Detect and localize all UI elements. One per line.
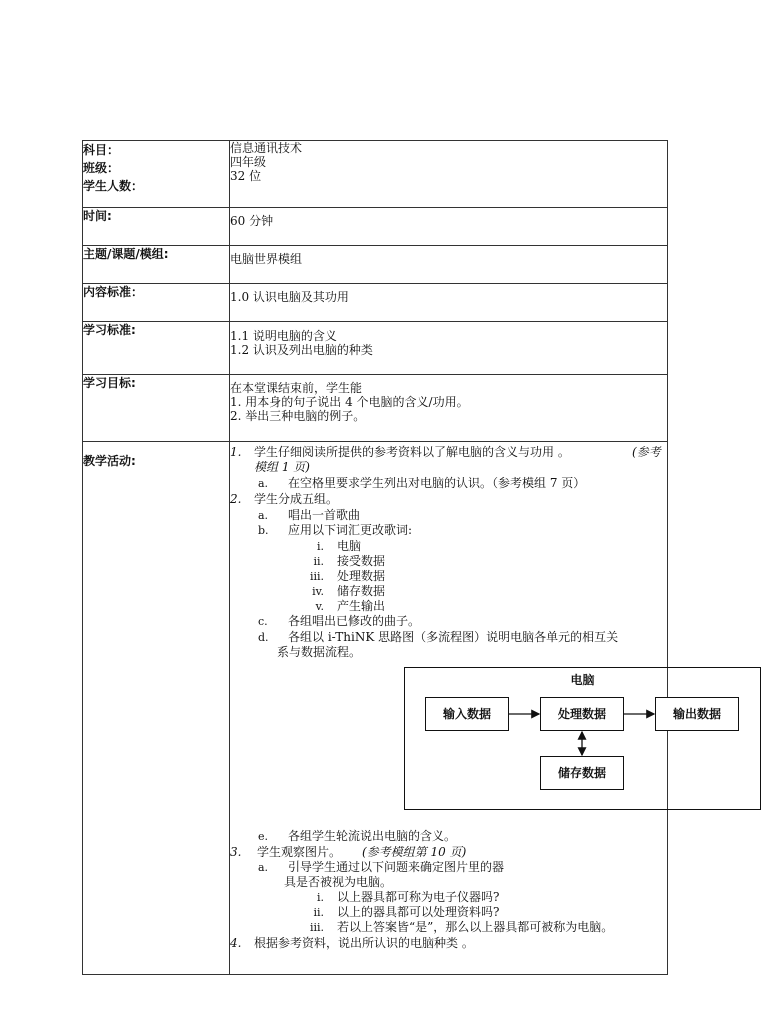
- lesson-plan-table: [82, 140, 721, 975]
- step-2b-text: 应用以下词汇更改歌词:: [288, 523, 413, 537]
- sub-mark: e.: [258, 830, 269, 843]
- objective-line: 在本堂课结束前，学生能: [230, 381, 363, 395]
- theme-label: 主题/课题/模组:: [83, 246, 230, 284]
- step-1-text: 学生仔细阅读所提供的参考资料以了解电脑的含义与功用 。: [254, 445, 570, 459]
- objective-line: 2. 举出三种电脑的例子。: [230, 409, 366, 423]
- activities-label: 教学活动:: [83, 442, 230, 975]
- roman-mark: iii.: [309, 570, 324, 583]
- question-mark: iii.: [309, 921, 324, 934]
- step-2a-text: 唱出一首歌曲: [288, 508, 361, 522]
- step-3a-text-cont: 具是否被视为电脑。: [284, 875, 393, 889]
- diagram-arrows: [405, 668, 760, 809]
- sub-mark: a.: [258, 477, 269, 490]
- theme-row: [83, 246, 668, 284]
- vocab-item: 电脑: [337, 539, 362, 553]
- sub-mark: b.: [258, 524, 269, 537]
- step-1-ref-cont: 模组 1 页): [254, 460, 310, 474]
- question-item: 以上的器具都可以处理资料吗?: [337, 905, 500, 919]
- learning-standard-line: 1.1 说明电脑的含义: [230, 329, 337, 343]
- content-standard-row: [83, 284, 668, 322]
- sub-mark: a.: [258, 509, 269, 522]
- step-2d-text: 各组以 i-ThiNK 思路图（多流程图）说明电脑各单元的相互关: [288, 630, 619, 644]
- question-item: 以上器具都可称为电子仪器吗?: [337, 890, 500, 904]
- output-data-box: 输出数据: [655, 697, 739, 731]
- learning-objective-label: 学习目标:: [83, 375, 230, 442]
- learning-objective-row: [83, 375, 668, 442]
- learning-standard-value: [230, 322, 668, 375]
- step-number: 2.: [230, 492, 242, 506]
- step-1-ref: (参考: [632, 445, 661, 459]
- activities-cell: [230, 442, 721, 975]
- roman-mark: ii.: [313, 555, 324, 568]
- step-1a-text: 在空格里要求学生列出对电脑的认识。（参考模组 7 页）: [288, 476, 586, 490]
- step-2c-text: 各组唱出已修改的曲子。: [288, 614, 421, 628]
- content-standard-label: 内容标准：: [83, 284, 230, 322]
- subject-values: [230, 141, 668, 208]
- subject-label: 科目：: [83, 143, 120, 157]
- theme-value: 电脑世界模组: [230, 246, 668, 284]
- vocab-item: 处理数据: [337, 569, 386, 583]
- step-2e-text: 各组学生轮流说出电脑的含义。: [288, 829, 457, 843]
- flow-diagram: [404, 667, 761, 810]
- step-3-ref: (参考模组第 10 页): [362, 845, 467, 859]
- vocab-item: 产生输出: [337, 599, 386, 613]
- subject-labels: [83, 141, 230, 208]
- learning-standard-row: [83, 322, 668, 375]
- step-number: 1.: [230, 445, 242, 459]
- sub-mark: c.: [258, 615, 268, 628]
- learning-standard-line: 1.2 认识及列出电脑的种类: [230, 343, 373, 357]
- storage-data-box: 储存数据: [540, 756, 624, 790]
- sub-mark: d.: [258, 631, 269, 644]
- learning-standard-label: 学习标准:: [83, 322, 230, 375]
- time-value: 60 分钟: [230, 208, 668, 246]
- input-data-box: 输入数据: [425, 697, 509, 731]
- vocab-item: 接受数据: [337, 554, 386, 568]
- roman-mark: v.: [315, 600, 324, 613]
- roman-mark: i.: [316, 540, 324, 553]
- subject-value: 信息通讯技术: [230, 141, 303, 155]
- step-4-text: 根据参考资料，说出所认识的电脑种类 。: [254, 936, 474, 950]
- subject-row: [83, 141, 668, 208]
- question-item: 若以上答案皆“是”，那么以上器具都可被称为电脑。: [337, 920, 614, 934]
- step-3a-text: 引导学生通过以下问题来确定图片里的器: [288, 860, 505, 874]
- roman-mark: iv.: [312, 585, 324, 598]
- students-label: 学生人数：: [83, 179, 144, 193]
- learning-objective-value: [230, 375, 668, 442]
- step-2d-text-cont: 系与数据流程。: [277, 645, 362, 659]
- time-label: 时间:: [83, 208, 230, 246]
- diagram-title: 电脑: [570, 673, 595, 687]
- time-row: [83, 208, 668, 246]
- content-standard-value: 1.0 认识电脑及其功用: [230, 284, 668, 322]
- step-number: 3.: [230, 845, 242, 859]
- sub-mark: a.: [258, 861, 269, 874]
- activities-row: [83, 442, 668, 975]
- class-label: 班级：: [83, 161, 120, 175]
- class-value: 四年级: [230, 155, 267, 169]
- students-value: 32 位: [230, 169, 262, 183]
- question-mark: i.: [316, 891, 324, 904]
- objective-line: 1. 用本身的句子说出 4 个电脑的含义/功用。: [230, 395, 469, 409]
- vocab-item: 储存数据: [337, 584, 386, 598]
- step-3-text: 学生观察图片。: [257, 845, 342, 859]
- process-data-box: 处理数据: [540, 697, 624, 731]
- step-2-text: 学生分成五组。: [254, 492, 339, 506]
- step-number: 4.: [230, 936, 242, 950]
- question-mark: ii.: [313, 906, 324, 919]
